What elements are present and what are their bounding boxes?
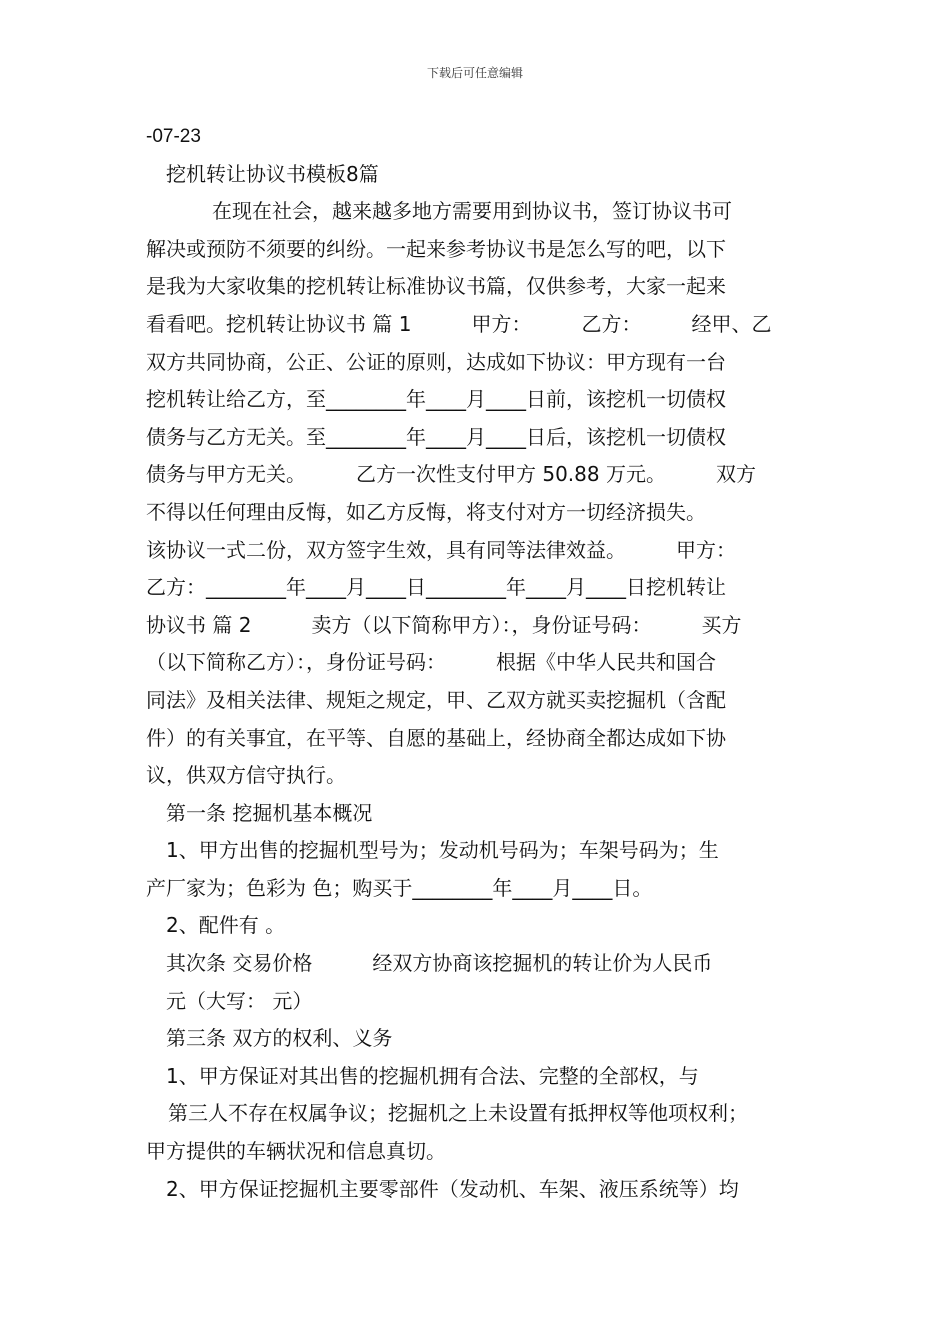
paragraph-line: 该协议一式二份，双方签字生效，具有同等法律效益。 甲方：	[146, 537, 736, 562]
paragraph-line: 件）的有关事宜，在平等、自愿的基础上，经协商全都达成如下协	[146, 725, 726, 750]
paragraph-line: （以下简称乙方）：，身份证号码： 根据《中华人民共和国合	[146, 650, 716, 675]
paragraph-line: 不得以任何理由反悔，如乙方反悔，将支付对方一切经济损失。	[146, 499, 706, 524]
paragraph-line: 挖机转让给乙方，至________年____月____日前，该挖机一切债权	[146, 387, 726, 412]
document-title: 挖机转让协议书模板8篇	[166, 161, 379, 186]
clause-line: 2、甲方保证挖掘机主要零部件（发动机、车架、液压系统等）均	[166, 1176, 739, 1201]
clause-line: 1、甲方出售的挖掘机型号为；发动机号码为；车架号码为；生	[166, 838, 719, 863]
section-heading: 第一条 挖掘机基本概况	[166, 800, 373, 825]
clause-line: 2、配件有 。	[166, 913, 286, 938]
download-note: 下载后可任意编辑	[426, 66, 523, 80]
document-body	[146, 118, 810, 1208]
paragraph-line: 在现在社会，越来越多地方需要用到协议书，签订协议书可	[212, 199, 732, 224]
clause-line: 产厂家为；色彩为 色；购买于________年____月____日。	[146, 875, 653, 900]
paragraph-line: 是我为大家收集的挖机转让标准协议书篇，仅供参考，大家一起来	[146, 274, 726, 299]
paragraph-line: 同法》及相关法律、规矩之规定，甲、乙双方就买卖挖掘机（含配	[146, 687, 726, 712]
section-heading: 第三条 双方的权利、义务	[166, 1026, 393, 1051]
clause-line: 元（大写： 元）	[166, 988, 313, 1013]
document-date: -07-23	[146, 126, 201, 147]
paragraph-line: 双方共同协商，公正、公证的原则，达成如下协议：甲方现有一台	[146, 349, 726, 374]
clause-line: 1、甲方保证对其出售的挖掘机拥有合法、完整的全部权，与	[166, 1063, 699, 1088]
paragraph-line: 债务与乙方无关。至________年____月____日后，该挖机一切债权	[146, 424, 726, 449]
clause-line: 第三人不存在权属争议；挖掘机之上未设置有抵押权等他项权利；	[168, 1101, 748, 1126]
paragraph-line: 议，供双方信守执行。	[146, 763, 346, 788]
paragraph-line: 看看吧。挖机转让协议书 篇 1 甲方： 乙方： 经甲、乙	[146, 311, 772, 336]
paragraph-line: 协议书 篇 2 卖方（以下简称甲方）：，身份证号码： 买方	[146, 612, 742, 637]
clause-line: 甲方提供的车辆状况和信息真切。	[146, 1139, 446, 1164]
section-heading: 其次条 交易价格 经双方协商该挖掘机的转让价为人民币	[166, 951, 713, 976]
paragraph-line: 解决或预防不须要的纠纷。一起来参考协议书是怎么写的吧，以下	[146, 236, 726, 261]
paragraph-line: 乙方：________年____月____日________年____月____日挖机转让	[146, 575, 726, 600]
paragraph-line: 债务与甲方无关。 乙方一次性支付甲方 50.88 万元。 双方	[146, 462, 756, 487]
